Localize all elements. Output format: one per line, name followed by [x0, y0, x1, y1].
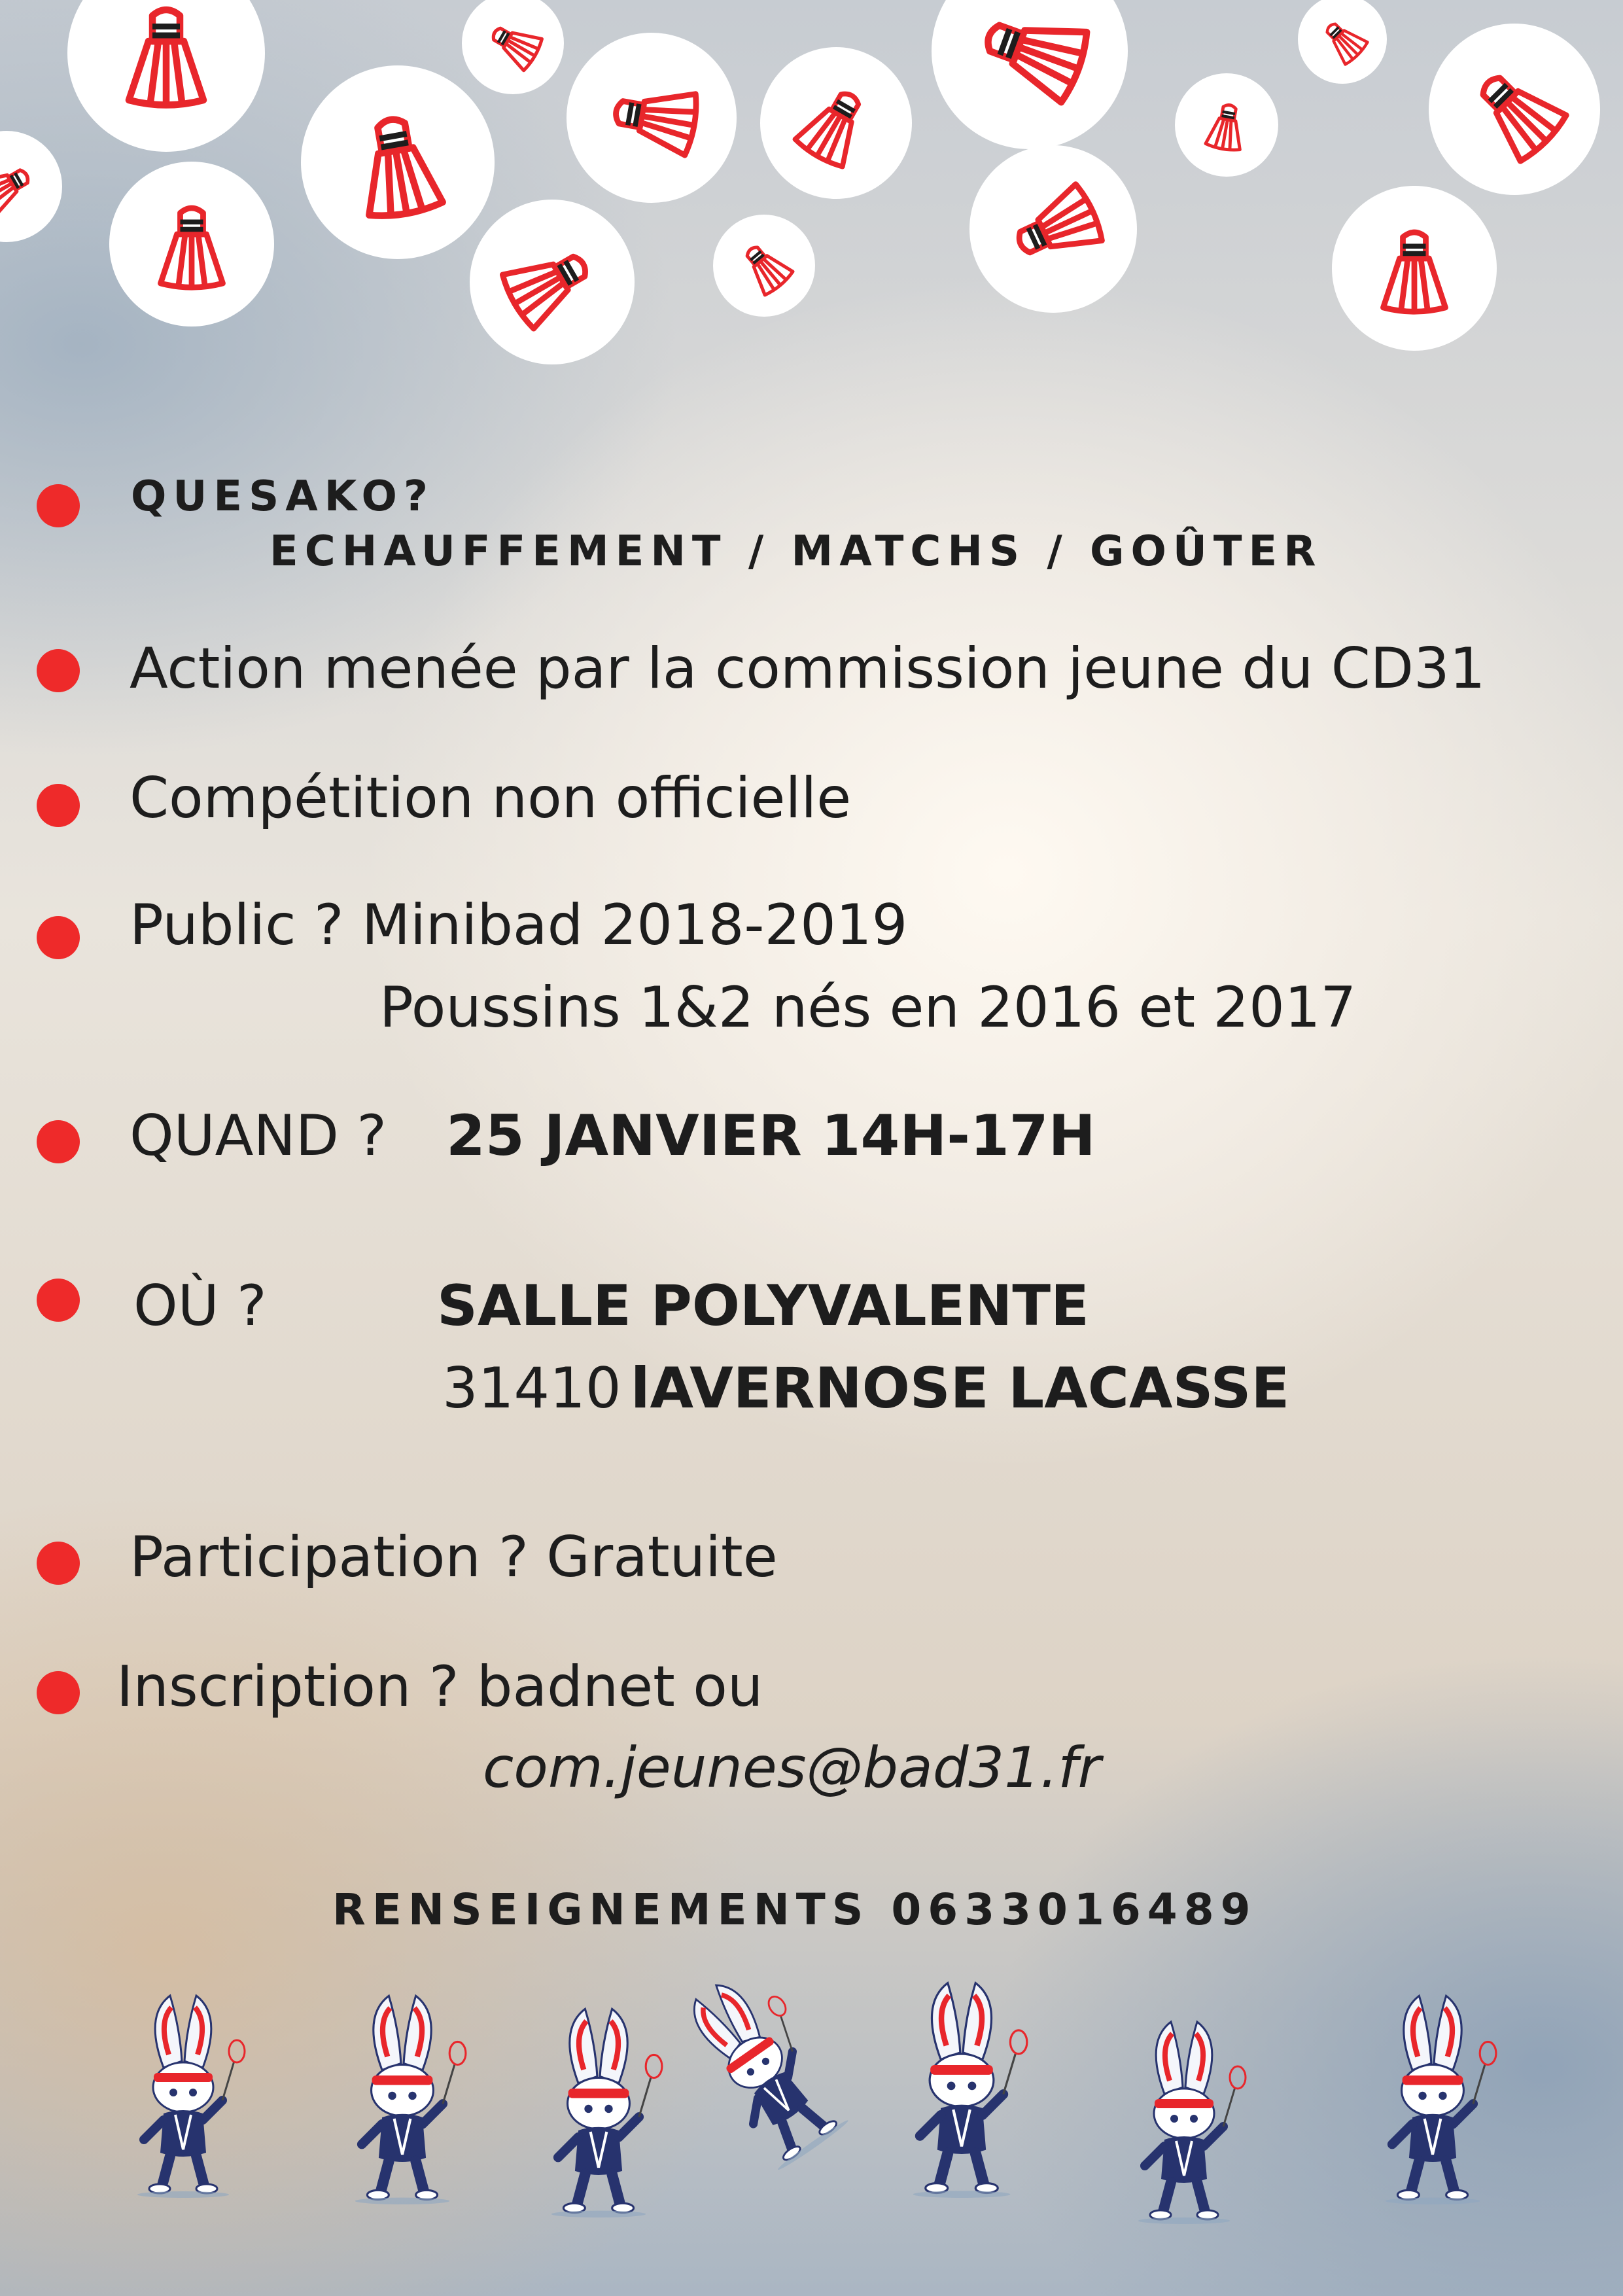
shuttlecock-bubble — [1175, 73, 1278, 177]
competition-text: Compétition non officielle — [130, 766, 852, 831]
badminton-mascot-icon — [118, 1989, 249, 2199]
shuttlecock-bubble — [1429, 24, 1600, 195]
shuttlecock-icon — [1373, 219, 1456, 317]
badminton-mascot-icon — [334, 1989, 471, 2205]
shuttlecock-icon — [340, 96, 457, 228]
quand-value: 25 JANVIER 14H-17H — [446, 1103, 1096, 1169]
ou-venue: SALLE POLYVALENTE — [437, 1273, 1089, 1339]
shuttlecock-bubble — [109, 162, 274, 327]
shuttlecock-bubble — [932, 0, 1128, 149]
renseignements-text: RENSEIGNEMENTS 0633016489 — [332, 1884, 1257, 1935]
bullet-dot — [37, 916, 80, 959]
shuttlecock-icon — [117, 0, 215, 112]
badminton-mascot-icon — [890, 1976, 1034, 2199]
badminton-mascot-icon — [638, 1942, 880, 2193]
shuttlecock-icon — [596, 69, 707, 167]
shuttlecock-icon — [727, 228, 801, 304]
shuttlecock-bubble — [301, 65, 495, 259]
shuttlecock-icon — [476, 8, 550, 79]
shuttlecock-icon — [958, 0, 1102, 117]
inscription-line1: Inscription ? badnet ou — [116, 1654, 763, 1720]
shuttlecock-bubble — [1298, 0, 1387, 84]
bullet-dot — [37, 1671, 80, 1714]
shuttlecock-bubble — [969, 145, 1137, 313]
shuttlecock-bubble — [67, 0, 265, 152]
shuttlecock-icon — [489, 222, 616, 342]
public-line1: Public ? Minibad 2018-2019 — [130, 892, 908, 958]
bullet-dot — [37, 784, 80, 827]
shuttlecock-icon — [150, 195, 233, 293]
shuttlecock-icon — [0, 148, 47, 224]
shuttlecock-icon — [1199, 94, 1254, 156]
shuttlecock-bubble — [0, 131, 62, 242]
bullet-dot — [37, 1279, 80, 1322]
shuttlecock-bubble — [1332, 186, 1497, 351]
ou-postcode: 31410 — [442, 1356, 621, 1421]
badminton-mascot-icon — [1119, 2015, 1249, 2225]
bullet-dot — [37, 484, 80, 527]
bullet-dot — [37, 1542, 80, 1585]
inscription-email[interactable]: com.jeunes@bad31.fr — [483, 1735, 1101, 1801]
shuttlecock-bubble — [462, 0, 564, 94]
bullet-dot — [37, 649, 80, 692]
shuttlecock-icon — [991, 171, 1115, 287]
bullet-dot — [37, 1120, 80, 1163]
shuttlecock-bubble — [567, 33, 737, 203]
public-line2: Poussins 1&2 nés en 2016 et 2017 — [379, 975, 1357, 1040]
shuttlecock-bubble — [470, 200, 635, 364]
action-text: Action menée par la commission jeune du CD31 — [130, 636, 1486, 701]
shuttlecock-icon — [1310, 7, 1375, 72]
shuttlecock-bubble — [760, 47, 912, 199]
quesako-label: QUESAKO? — [131, 472, 434, 521]
badminton-mascot-icon — [1361, 1989, 1505, 2205]
ou-town: lAVERNOSE LACASSE — [631, 1356, 1290, 1421]
quesako-detail: ECHAUFFEMENT / MATCHS / GOÛTER — [270, 527, 1323, 576]
shuttlecock-icon — [1448, 43, 1580, 175]
participation-text: Participation ? Gratuite — [130, 1525, 778, 1590]
quand-label: QUAND ? — [130, 1103, 387, 1169]
ou-label: OÙ ? — [133, 1273, 267, 1339]
shuttlecock-icon — [783, 67, 888, 178]
shuttlecock-bubble — [713, 215, 815, 317]
